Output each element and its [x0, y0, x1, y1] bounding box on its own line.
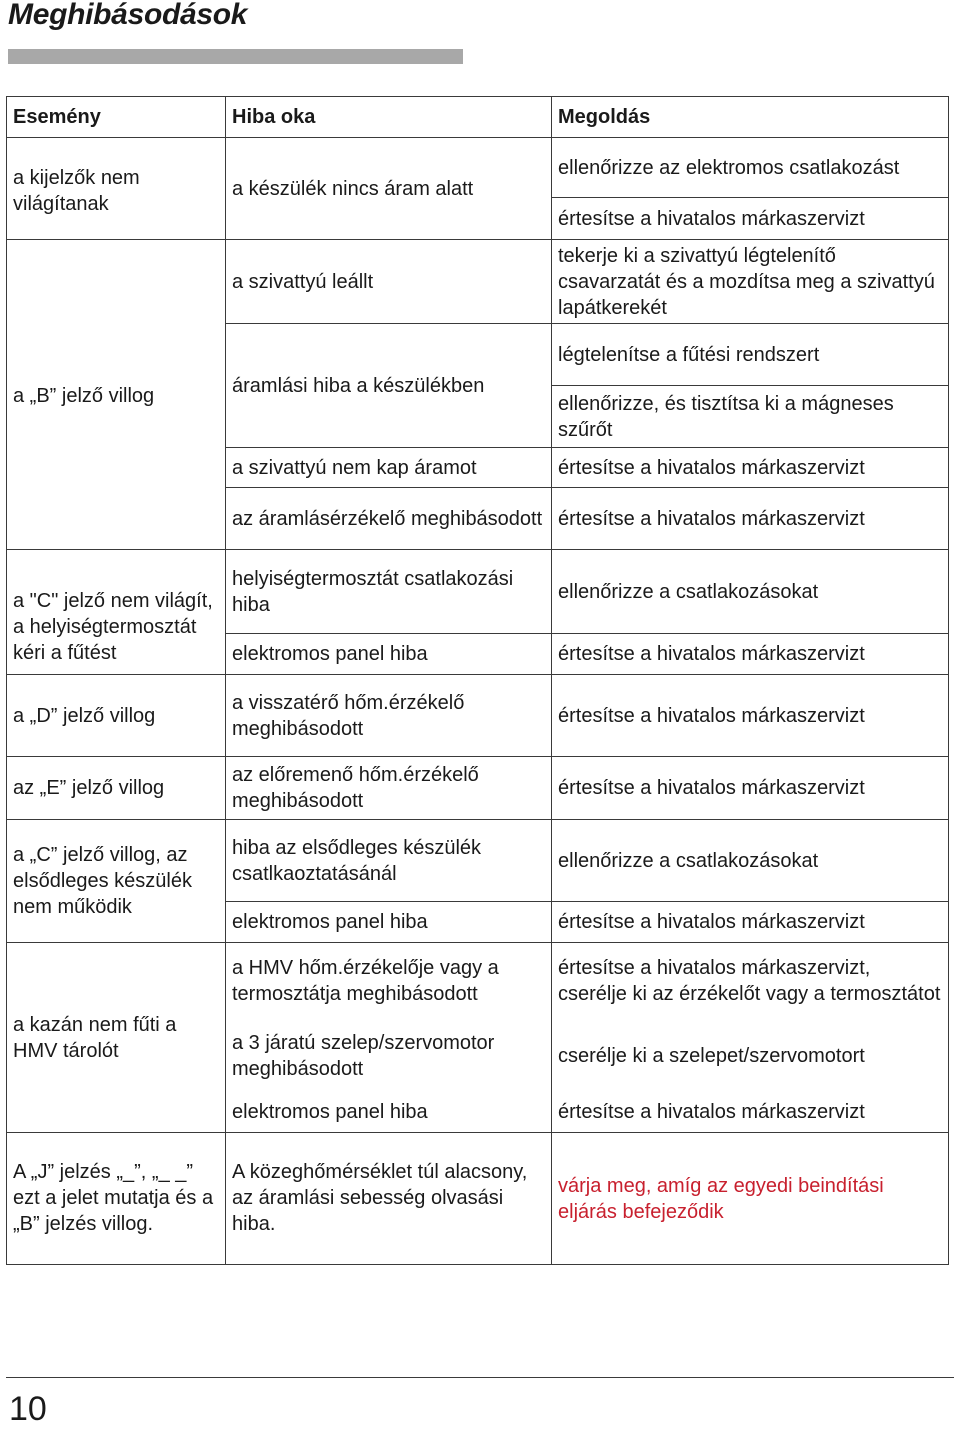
table-row: [7, 550, 949, 634]
footer-rule: [6, 1377, 954, 1378]
table-row: [7, 757, 949, 820]
cause-cell: az előremenő hőm.érzékelő meghibásodott: [226, 757, 552, 820]
header-cause: Hiba oka: [226, 97, 552, 138]
solution-cell: ellenőrizze az elektromos csatlakozást: [552, 138, 949, 198]
cause-cell: hiba az elsődleges készülék csatlkaoztatásánál: [226, 820, 552, 902]
cause-cell: a készülék nincs áram alatt: [226, 138, 552, 240]
cause-cell: A közeghőmérséklet túl alacsony, az áramlási sebesség olvasási hiba.: [226, 1133, 552, 1265]
table-row: [7, 1133, 949, 1265]
solution-cell: ellenőrizze a csatlakozásokat: [552, 550, 949, 634]
solution-cell: értesítse a hivatalos márkaszervizt: [552, 1093, 949, 1133]
solution-cell: értesítse a hivatalos márkaszervizt: [552, 448, 949, 488]
table-row: [7, 675, 949, 757]
table-row: [7, 240, 949, 324]
cause-cell: a 3 járatú szelep/szervomotor meghibásodott: [226, 1020, 552, 1093]
solution-cell: cserélje ki a szelepet/szervomotort: [552, 1020, 949, 1093]
solution-cell: ellenőrizze, és tisztítsa ki a mágneses szűrőt: [552, 386, 949, 448]
cause-cell: elektromos panel hiba: [226, 634, 552, 675]
title-underline-bar: [8, 49, 463, 64]
solution-cell: légtelenítse a fűtési rendszert: [552, 324, 949, 386]
page-title: Meghibásodások: [8, 0, 248, 31]
cause-cell: helyiségtermosztát csatlakozási hiba: [226, 550, 552, 634]
cause-cell: a visszatérő hőm.érzékelő meghibásodott: [226, 675, 552, 757]
cause-cell: elektromos panel hiba: [226, 902, 552, 943]
table-header-row: [7, 97, 949, 138]
cause-cell: elektromos panel hiba: [226, 1093, 552, 1133]
event-cell: a kijelzők nem világítanak: [7, 138, 226, 240]
solution-cell: értesítse a hivatalos márkaszervizt: [552, 902, 949, 943]
cause-cell: a HMV hőm.érzékelője vagy a termosztátja meghibásodott: [226, 943, 552, 1020]
header-solution: Megoldás: [552, 97, 949, 138]
solution-cell: tekerje ki a szivattyú légtelenítő csavarzatát és a mozdítsa meg a szivattyú lapátkerekét: [552, 240, 949, 324]
fault-table: [6, 96, 949, 1265]
event-cell: az „E” jelző villog: [7, 757, 226, 820]
cause-cell: áramlási hiba a készülékben: [226, 324, 552, 448]
event-cell: a „B” jelző villog: [7, 240, 226, 550]
event-cell: A „J” jelzés „_”, „_ _” ezt a jelet mutatja és a „B” jelzés villog.: [7, 1133, 226, 1265]
table-row: [7, 138, 949, 198]
solution-cell: értesítse a hivatalos márkaszervizt: [552, 634, 949, 675]
table-row: [7, 820, 949, 902]
header-event: Esemény: [7, 97, 226, 138]
solution-cell-highlight: várja meg, amíg az egyedi beindítási eljárás befejeződik: [552, 1133, 949, 1265]
event-cell: a "C" jelző nem világít, a helyiségtermosztát kéri a fűtést: [7, 550, 226, 675]
solution-cell: értesítse a hivatalos márkaszervizt: [552, 198, 949, 240]
cause-cell: a szivattyú leállt: [226, 240, 552, 324]
solution-cell: értesítse a hivatalos márkaszervizt: [552, 488, 949, 550]
event-cell: a „C” jelző villog, az elsődleges készülék nem működik: [7, 820, 226, 943]
solution-cell: értesítse a hivatalos márkaszervizt: [552, 757, 949, 820]
event-cell: a kazán nem fűti a HMV tárolót: [7, 943, 226, 1133]
solution-cell: ellenőrizze a csatlakozásokat: [552, 820, 949, 902]
table-row: [7, 943, 949, 1020]
event-cell: a „D” jelző villog: [7, 675, 226, 757]
cause-cell: az áramlásérzékelő meghibásodott: [226, 488, 552, 550]
page-number: 10: [9, 1390, 47, 1428]
cause-cell: a szivattyú nem kap áramot: [226, 448, 552, 488]
solution-cell: értesítse a hivatalos márkaszervizt: [552, 675, 949, 757]
solution-cell: értesítse a hivatalos márkaszervizt, cserélje ki az érzékelőt vagy a termosztátot: [552, 943, 949, 1020]
